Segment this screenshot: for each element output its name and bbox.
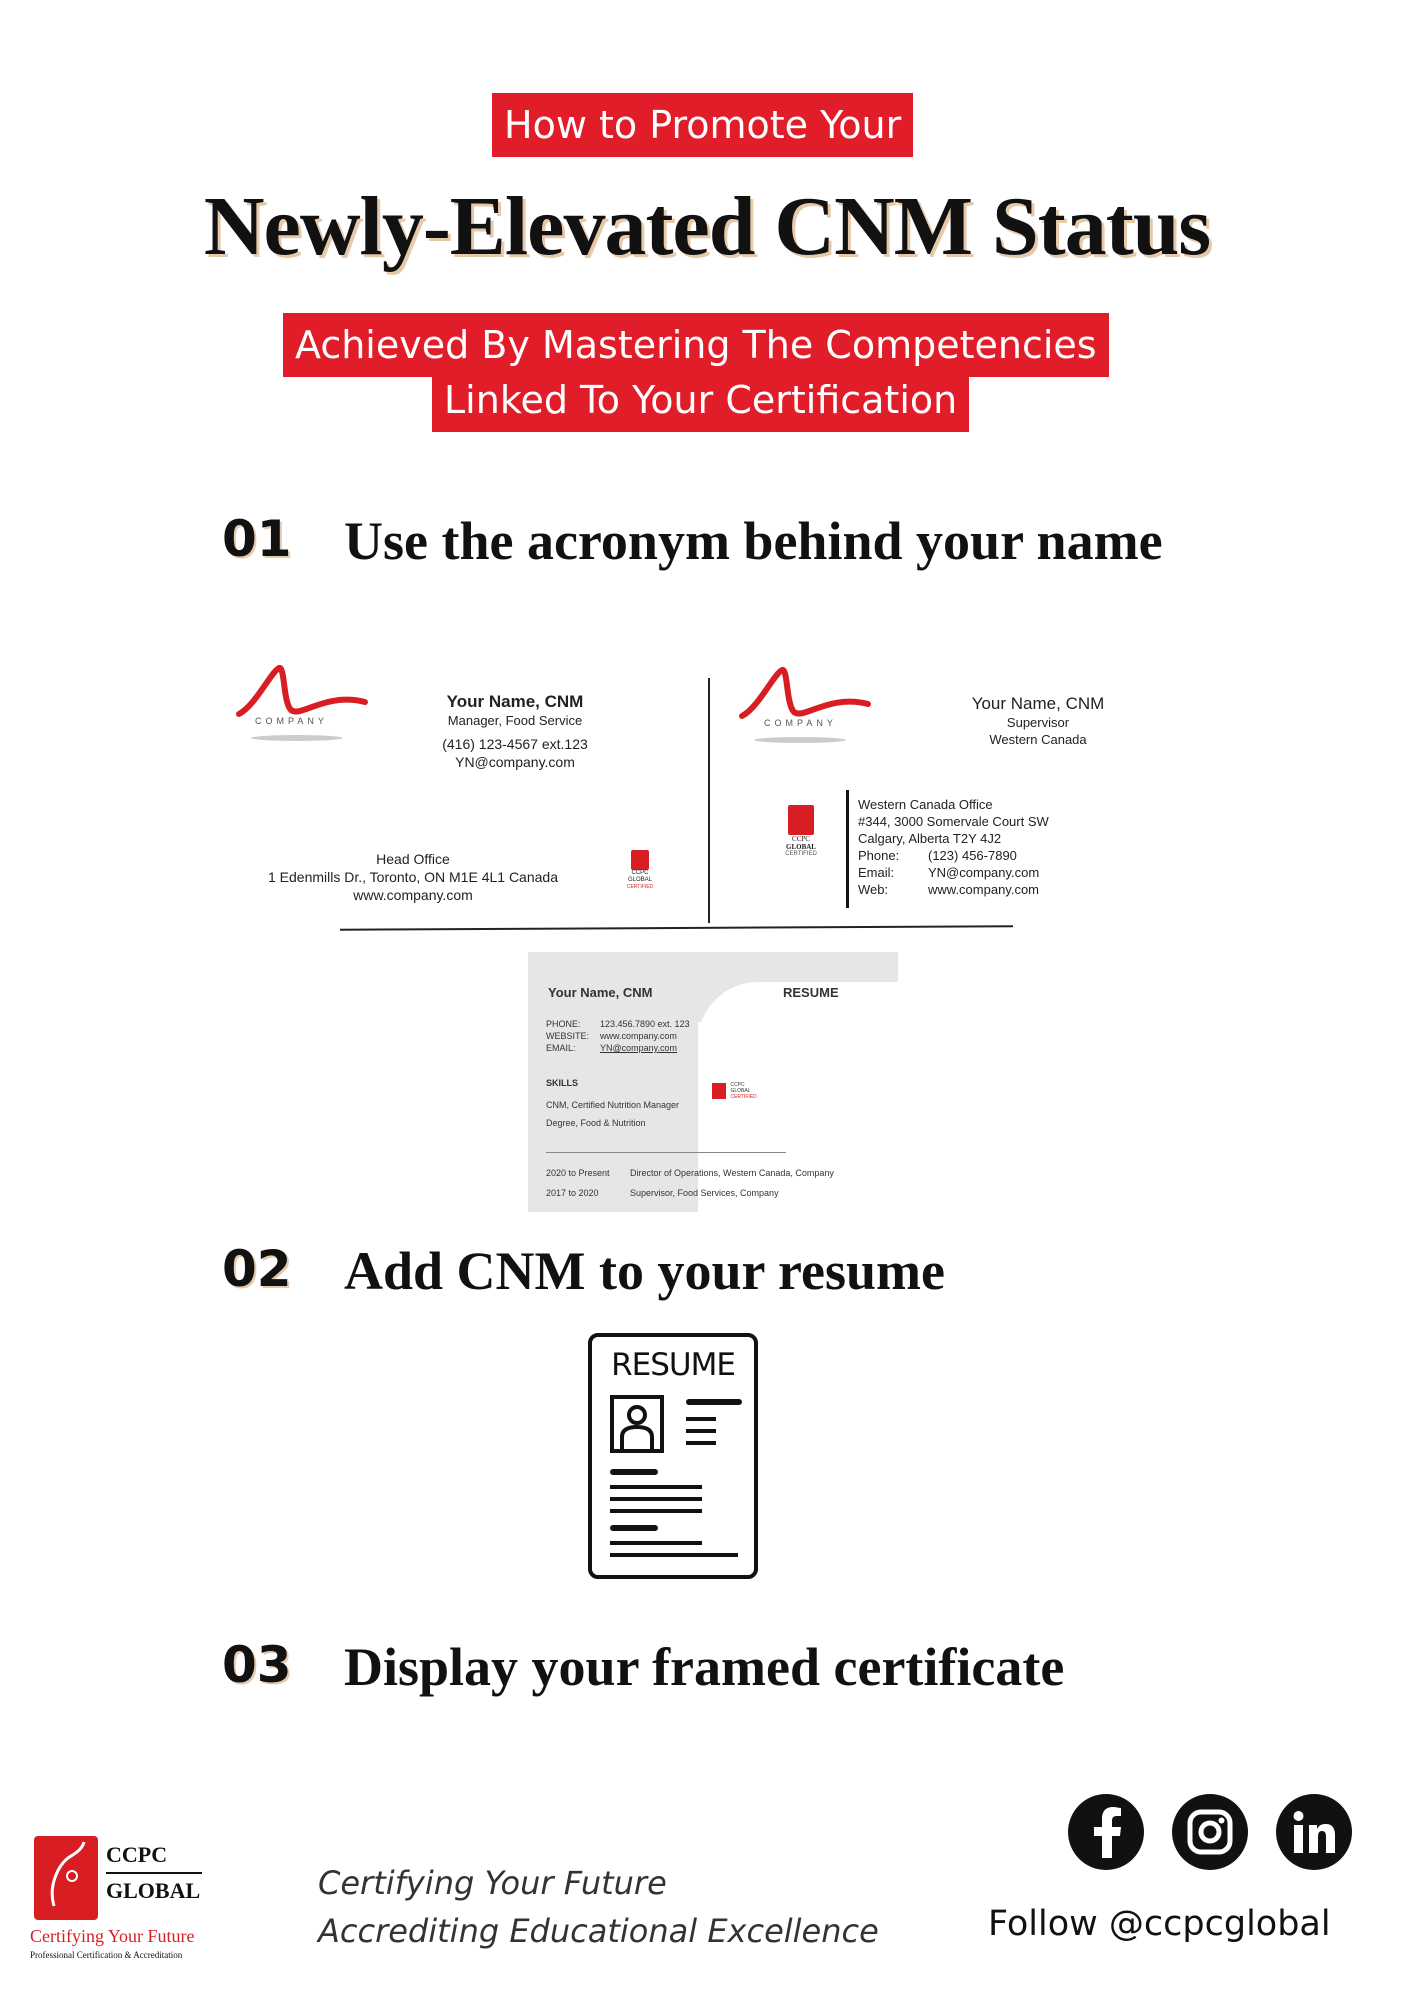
business-card-right	[718, 660, 1188, 922]
resume-sample-job2-title: Supervisor, Food Services, Company	[630, 1188, 779, 1198]
instagram-icon[interactable]	[1172, 1794, 1248, 1870]
resume-sample-heading: RESUME	[783, 985, 839, 1000]
card-left-logo-word: COMPANY	[255, 716, 328, 726]
brand-sub: Professional Certification & Accreditation	[30, 1950, 183, 1960]
card-left-address: 1 Edenmills Dr., Toronto, ON M1E 4L1 Canada	[267, 869, 558, 885]
page-title: Newly-Elevated CNM Status	[203, 180, 1211, 273]
resume-sample-name: Your Name, CNM	[548, 985, 653, 1000]
resume-sample-job1-dates: 2020 to Present	[546, 1168, 610, 1178]
step-3-number: 03	[222, 1636, 292, 1694]
brand-tagline: Certifying Your Future	[30, 1926, 195, 1946]
card-left-name: Your Name, CNM	[446, 692, 584, 711]
business-card-left	[225, 660, 705, 935]
resume-sample-website-label: WEBSITE:	[546, 1031, 590, 1041]
ccpc-seal-icon: CCPC GLOBAL CERTIFIED	[712, 1082, 762, 1100]
ccpc-seal-icon: CCPC GLOBAL CERTIFIED	[778, 805, 824, 858]
card-right-name: Your Name, CNM	[971, 694, 1105, 713]
footer-slogan-1: Certifying Your Future	[318, 1864, 667, 1902]
card-right-address-bar	[846, 790, 849, 908]
resume-sample-job2-dates: 2017 to 2020	[546, 1188, 599, 1198]
resume-document-icon	[588, 1333, 758, 1579]
brand-line-2: GLOBAL	[106, 1878, 201, 1903]
card-left-office-label: Head Office	[376, 851, 450, 867]
profile-photo-icon	[610, 1395, 664, 1453]
brand-divider	[106, 1872, 202, 1874]
resume-icon-label: RESUME	[611, 1347, 735, 1383]
card-divider-vertical	[708, 678, 710, 923]
linkedin-icon[interactable]	[1276, 1794, 1352, 1870]
card-right-email: YN@company.com	[928, 865, 1040, 880]
card-left-phone: (416) 123-4567 ext.123	[442, 736, 588, 752]
resume-sample-email: YN@company.com	[600, 1043, 677, 1053]
card-right-region: Western Canada	[989, 732, 1087, 747]
step-2-number: 02	[222, 1240, 292, 1298]
ccpc-logo-emblem-icon	[34, 1836, 98, 1920]
card-right-email-label: Email:	[858, 865, 895, 880]
card-left-role: Manager, Food Service	[447, 713, 583, 728]
footer-slogan-2: Accrediting Educational Excellence	[318, 1912, 879, 1950]
company-logo-icon	[738, 664, 878, 744]
step-1-text: Use the acronym behind your name	[344, 511, 1163, 571]
ccpc-global-logo	[30, 1836, 220, 1966]
card-left-email: YN@company.com	[455, 754, 575, 770]
card-right-logo-word: COMPANY	[764, 718, 837, 728]
resume-sample-phone: 123.456.7890 ext. 123	[600, 1019, 690, 1029]
step-1-number: 01	[222, 510, 292, 568]
resume-sample-job1-title: Director of Operations, Western Canada, Company	[630, 1168, 834, 1178]
resume-sample-skill-1: CNM, Certified Nutrition Manager	[546, 1100, 680, 1110]
resume-sample-email-label: EMAIL:	[546, 1043, 576, 1053]
card-right-street: #344, 3000 Somervale Court SW	[858, 814, 1049, 829]
card-right-web: www.company.com	[928, 882, 1040, 897]
facebook-icon[interactable]	[1068, 1794, 1144, 1870]
card-right-role: Supervisor	[1006, 715, 1070, 730]
follow-handle[interactable]: Follow @ccpcglobal	[988, 1904, 1331, 1944]
ccpc-seal-icon: CCPC GLOBAL CERTIFIED	[620, 850, 660, 890]
step-2-text: Add CNM to your resume	[344, 1241, 945, 1301]
resume-sample	[528, 952, 898, 1212]
kicker-tag: How to Promote Your	[492, 93, 913, 157]
card-right-web-label: Web:	[858, 882, 889, 897]
resume-sample-website: www.company.com	[600, 1031, 677, 1041]
brand-line-1: CCPC	[106, 1842, 168, 1867]
resume-sample-rule	[546, 1152, 786, 1153]
resume-sample-skills-label: SKILLS	[546, 1078, 579, 1088]
company-logo-icon	[235, 662, 375, 742]
card-right-phone-label: Phone:	[858, 848, 900, 863]
card-right-city: Calgary, Alberta T2Y 4J2	[858, 831, 1002, 846]
subtitle-line-1: Achieved By Mastering The Competencies	[283, 313, 1109, 377]
subtitle-line-2: Linked To Your Certification	[432, 368, 969, 432]
resume-sample-skill-2: Degree, Food & Nutrition	[546, 1118, 646, 1128]
card-left-web: www.company.com	[353, 887, 473, 903]
step-3-text: Display your framed certificate	[344, 1637, 1065, 1697]
card-right-phone: (123) 456-7890	[928, 848, 1017, 863]
card-right-office: Western Canada Office	[858, 797, 993, 812]
resume-sample-phone-label: PHONE:	[546, 1019, 581, 1029]
